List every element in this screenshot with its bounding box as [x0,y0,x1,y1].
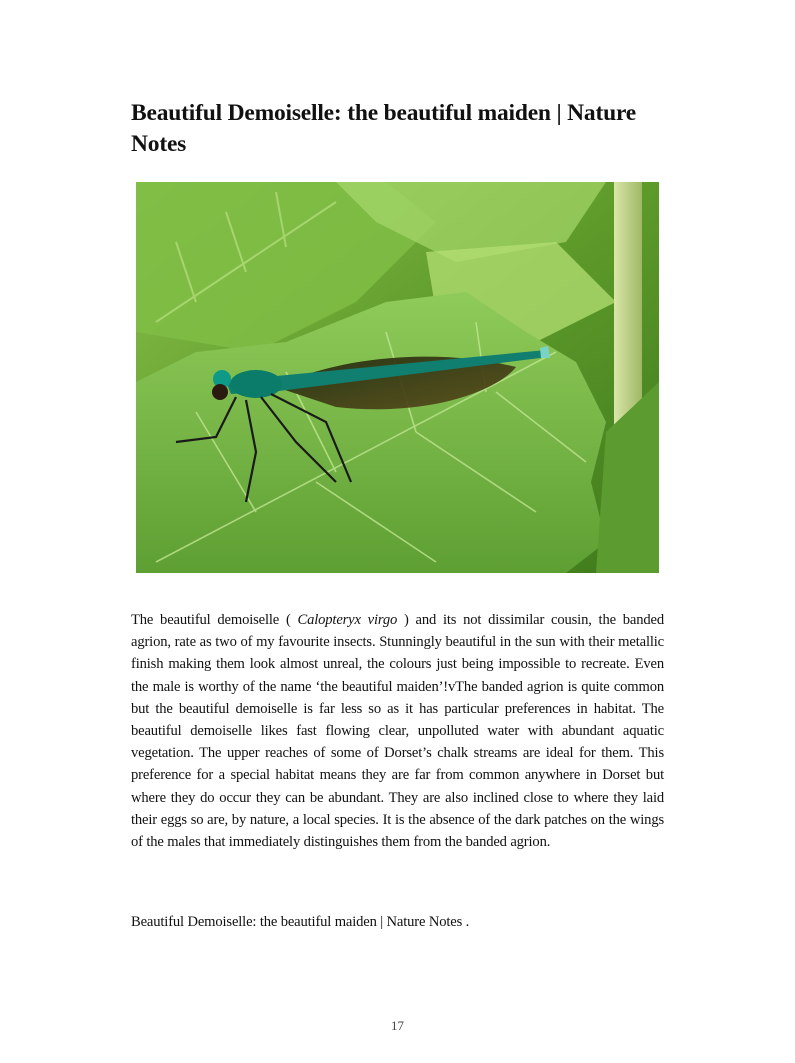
source-reference: Beautiful Demoiselle: the beautiful maiden | Nature Notes . [131,914,470,930]
page-number: 17 [391,1018,404,1033]
page-title: Beautiful Demoiselle: the beautiful maiden | Nature Notes [131,100,636,157]
photo-illustration [136,182,659,573]
paragraph-text-body: ) and its not dissimilar cousin, the banded agrion, rate as two of my favourite insects. Stunningly beautiful in the sun with their metallic finish making them look almost unreal, the colours just being impossible to recreate. Even the male is worthy of the name ‘the beautiful maiden’!vThe banded agrion is quite common but the beautiful demoiselle is far less so as it has particular preferences in habitat. The beautiful demoiselle likes fast flowing clear, unpolluted water with abundant aquatic vegetation. The upper reaches of some of Dorset’s chalk streams are ideal for them. This preference for a special habitat means they are far from common anywhere in Dorset but where they do occur they can be abundant. They are also inclined close to where they laid their eggs so are, by nature, a local species. It is the absence of the dark patches on the wings of the males that immediately distinguishes them from the banded agrion. [131,612,664,851]
paragraph-text-intro: The beautiful demoiselle ( [131,612,298,628]
article-paragraph [131,609,664,853]
demoiselle-photo [136,182,659,573]
species-name: Calopteryx virgo [297,612,398,628]
